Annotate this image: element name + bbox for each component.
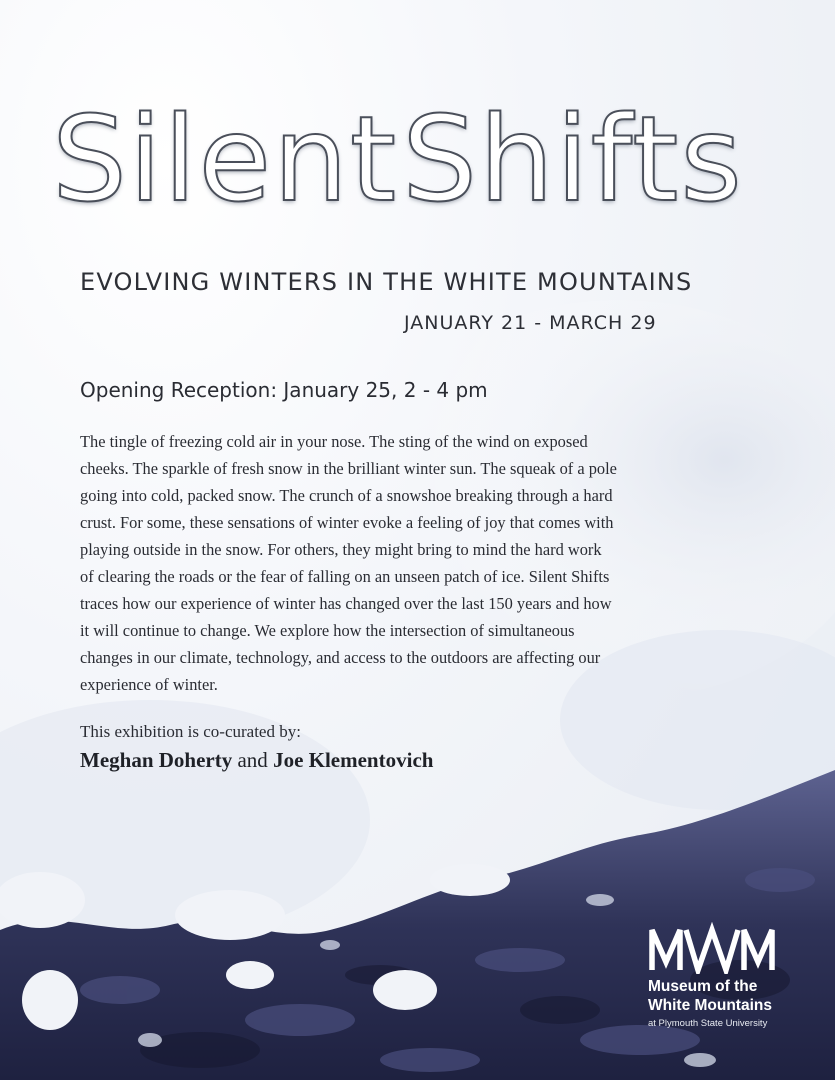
museum-logo bbox=[648, 922, 808, 1042]
opening-reception: Opening Reception: January 25, 2 - 4 pm bbox=[80, 378, 488, 402]
mwm-mountain-icon bbox=[648, 922, 778, 974]
description-line: it will continue to change. We explore how the intersection of simultaneous bbox=[80, 621, 575, 640]
description-line: experience of winter. bbox=[80, 675, 218, 694]
curator-joiner: and bbox=[237, 748, 268, 772]
description-line: traces how our experience of winter has changed over the last 150 years and how bbox=[80, 594, 612, 613]
logo-text-line3: at Plymouth State University bbox=[648, 1018, 768, 1029]
exhibition-description bbox=[80, 428, 690, 698]
title-first-word: Silent bbox=[52, 90, 399, 228]
curator-1: Meghan Doherty bbox=[80, 748, 233, 772]
description-line: crust. For some, these sensations of winter evoke a feeling of joy that comes with bbox=[80, 513, 614, 532]
logo-text-line1: Museum of the bbox=[648, 978, 758, 995]
curated-by-label: This exhibition is co-curated by: bbox=[80, 722, 301, 741]
description-line: of clearing the roads or the fear of falling on an unseen patch of ice. Silent Shifts bbox=[80, 567, 610, 586]
curator-2: Joe Klementovich bbox=[273, 748, 434, 772]
description-line: cheeks. The sparkle of fresh snow in the brilliant winter sun. The squeak of a pole bbox=[80, 459, 617, 478]
exhibition-dates: JANUARY 21 - MARCH 29 bbox=[404, 312, 657, 334]
description-line: going into cold, packed snow. The crunch of a snowshoe breaking through a hard bbox=[80, 486, 613, 505]
description-line: The tingle of freezing cold air in your nose. The sting of the wind on exposed bbox=[80, 432, 588, 451]
logo-text-line2: White Mountains bbox=[648, 997, 772, 1014]
exhibition-title bbox=[52, 90, 812, 260]
title-second-word: Shifts bbox=[402, 90, 744, 228]
curator-names bbox=[80, 748, 680, 773]
description-line: changes in our climate, technology, and access to the outdoors are affecting our bbox=[80, 648, 601, 667]
exhibition-subtitle: EVOLVING WINTERS IN THE WHITE MOUNTAINS bbox=[80, 268, 693, 296]
description-line: playing outside in the snow. For others, they might bring to mind the hard work bbox=[80, 540, 602, 559]
